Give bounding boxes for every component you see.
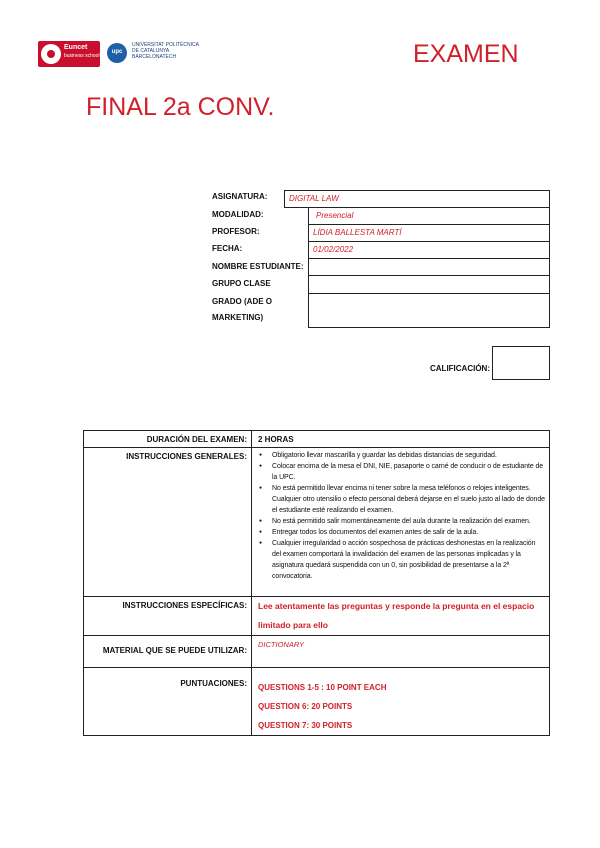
material-label: MATERIAL QUE SE PUEDE UTILIZAR:: [84, 636, 252, 668]
grado-label-line1: GRADO (ADE O: [212, 297, 272, 306]
grado-label-line2: MARKETING): [212, 313, 264, 322]
upc-seal-icon: upc: [107, 43, 127, 63]
table-row: [84, 597, 550, 636]
modalidad-label: MODALIDAD:: [212, 210, 264, 219]
duracion-label: DURACIÓN DEL EXAMEN:: [84, 431, 252, 448]
exam-info-table: [83, 430, 550, 736]
upc-logo: [107, 42, 215, 66]
list-item: ● No está permitido llevar encima ni tener sobre la mesa teléfonos o relojes inteligentes. Cualquier otro utensilio o efecto personal deberá dejarse en el suelo justo al lado de donde el estudiante esté realizando el examen.: [272, 483, 546, 516]
fecha-label: FECHA:: [212, 244, 243, 253]
puntuaciones-label: PUNTUACIONES:: [84, 668, 252, 736]
modalidad-value: Presencial: [316, 211, 354, 220]
list-item: ● Entregar todos los documentos del examen antes de salir de la aula.: [272, 527, 546, 538]
table-row: [84, 636, 550, 668]
asignatura-label: ASIGNATURA:: [212, 192, 268, 201]
euncet-logo: [38, 41, 100, 67]
euncet-logo-tagline: business school: [64, 53, 100, 59]
calificacion-label: CALIFICACIÓN:: [430, 364, 490, 373]
fecha-value: 01/02/2022: [313, 245, 354, 254]
list-item: ● Colocar encima de la mesa el DNI, NIE, pasaporte o carné de conducir o de estudiante de la UPC.: [272, 461, 546, 483]
calificacion-field[interactable]: [492, 346, 550, 380]
profesor-label: PROFESOR:: [212, 227, 260, 236]
grupo-label: GRUPO CLASE: [212, 279, 271, 288]
upc-logo-text: UNIVERSITAT POLITÈCNICA DE CATALUNYA BARCELONATECH: [132, 42, 199, 60]
list-item: ● Cualquier irregularidad o acción sospechosa de prácticas deshonestas en la realización del examen comportará la invalidación del examen de las personas implicadas y la asignatura quedará suspendida con un 0, sin posibilidad de presentarse a la 2ª convocatoria.: [272, 538, 546, 582]
list-item: ● Obligatorio llevar mascarilla y guardar las debidas distancias de seguridad.: [272, 450, 546, 461]
material-value: DICTIONARY: [252, 636, 550, 668]
instructions-list: [258, 450, 546, 582]
puntuacion-item: QUESTIONS 1-5 : 10 POINT EACH: [258, 683, 387, 692]
table-row: [84, 448, 550, 597]
nombre-field[interactable]: [308, 258, 550, 276]
puntuacion-item: QUESTION 6: 20 POINTS: [258, 702, 353, 711]
asignatura-value: DIGITAL LAW: [289, 194, 339, 203]
especificas-label: INSTRUCCIONES ESPECÍFICAS:: [84, 597, 252, 636]
list-item: ● No está permitido salir momentáneamente del aula durante la realización del examen.: [272, 516, 546, 527]
grupo-field[interactable]: [308, 275, 550, 294]
especificas-value: Lee atentamente las preguntas y responde la pregunta en el espacio limitado para ello: [252, 597, 550, 636]
grado-field[interactable]: [308, 293, 550, 328]
table-row: [84, 431, 550, 448]
generales-label: INSTRUCCIONES GENERALES:: [84, 448, 252, 597]
exam-title: EXAMEN: [413, 40, 519, 68]
duracion-value: 2 HORAS: [252, 431, 550, 448]
profesor-value: LÍDIA BALLESTA MARTÍ: [313, 228, 402, 237]
puntuacion-item: QUESTION 7: 30 POINTS: [258, 721, 353, 730]
table-row: [84, 668, 550, 736]
euncet-logo-name: Euncet: [64, 44, 88, 51]
exam-subtitle: FINAL 2a CONV.: [86, 93, 275, 121]
euncet-logo-mark-icon: [41, 44, 61, 64]
nombre-label: NOMBRE ESTUDIANTE:: [212, 262, 304, 271]
